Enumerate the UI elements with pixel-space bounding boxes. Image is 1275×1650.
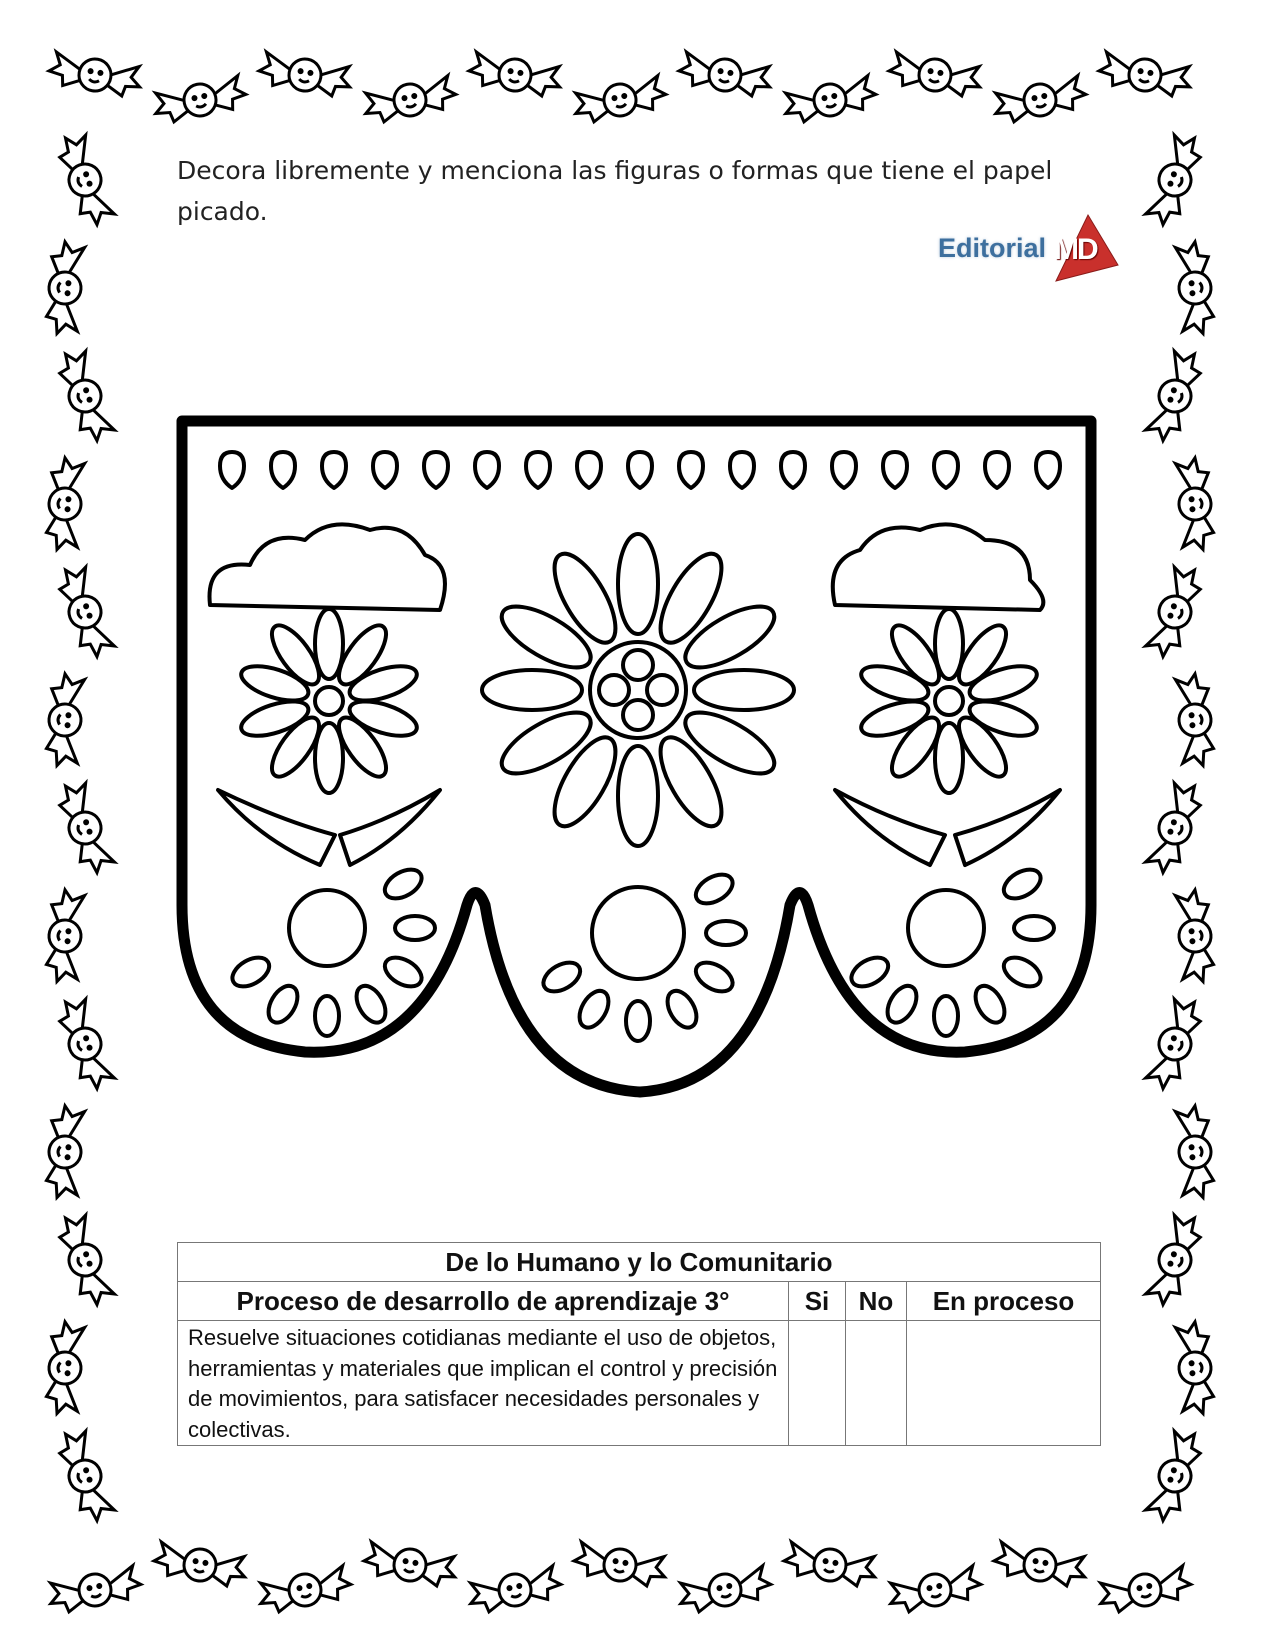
flower-center <box>590 642 686 738</box>
oval-cutout <box>662 986 703 1033</box>
table-row <box>178 1321 1101 1446</box>
petal-cutout <box>649 545 734 652</box>
bat-icon <box>1144 1427 1206 1524</box>
bat-icon <box>54 347 116 444</box>
bat-icon <box>677 51 773 98</box>
logo-mark-text: MD <box>1054 233 1097 266</box>
circle-cutout <box>908 890 984 966</box>
drop-cutout <box>883 452 907 488</box>
petal-cutout <box>346 659 421 707</box>
bat-icon <box>572 75 669 125</box>
petal-cutout <box>346 694 421 742</box>
oval-cutout <box>538 957 585 998</box>
fan-cutout <box>833 524 1044 610</box>
bat-icon <box>887 51 983 98</box>
bat-icon <box>887 1565 984 1615</box>
bat-icon <box>1144 1211 1206 1308</box>
oval-cutout <box>934 996 958 1036</box>
oval-cutout <box>351 981 392 1028</box>
petal-cutout <box>482 670 582 710</box>
drop-cutout <box>220 452 244 488</box>
bat-icon <box>467 1565 564 1615</box>
drop-cutout <box>628 452 652 488</box>
circle-cutout <box>647 675 677 705</box>
petal-cutout <box>676 701 783 786</box>
cell-no[interactable] <box>846 1321 907 1446</box>
header-no: No <box>846 1282 907 1321</box>
bat-icon <box>152 75 249 125</box>
header-en-proceso: En proceso <box>907 1282 1101 1321</box>
petal-cutout <box>237 659 312 707</box>
drop-cutout <box>1036 452 1060 488</box>
petal-cutout <box>237 694 312 742</box>
center-flower <box>482 534 794 846</box>
drop-cutout <box>526 452 550 488</box>
logo-text: Editorial <box>938 232 1047 263</box>
table-title: De lo Humano y lo Comunitario <box>178 1243 1101 1282</box>
circle-cutout <box>623 650 653 680</box>
bat-icon <box>45 241 85 335</box>
drop-cutout <box>781 452 805 488</box>
oval-cutout <box>846 952 893 993</box>
petal-cutout <box>649 728 734 835</box>
bat-icon <box>1144 779 1206 876</box>
flower-center <box>935 687 963 715</box>
drop-cutout <box>832 452 856 488</box>
papel-picado-outline <box>182 421 1091 1092</box>
petal-cutout <box>618 534 658 634</box>
right-flower <box>857 609 1041 793</box>
cell-en-proceso[interactable] <box>907 1321 1101 1446</box>
wing-cutout <box>218 790 335 865</box>
petal-cutout <box>543 728 628 835</box>
bat-icon <box>782 75 879 125</box>
circle-cutout <box>592 887 684 979</box>
petal-cutout <box>493 701 600 786</box>
oval-cutout <box>882 981 923 1028</box>
drop-cutout <box>373 452 397 488</box>
papel-picado-drawing <box>182 421 1091 1092</box>
petal-cutout <box>694 670 794 710</box>
bat-icon <box>572 1541 668 1588</box>
cell-si[interactable] <box>789 1321 846 1446</box>
wing-cutout <box>955 790 1060 865</box>
bat-icon <box>1097 51 1193 98</box>
drop-cutout <box>985 452 1009 488</box>
bat-icon <box>54 779 116 876</box>
bat-icon <box>45 457 85 551</box>
bat-icon <box>1175 673 1215 767</box>
bat-icon <box>992 75 1089 125</box>
drop-cutout <box>730 452 754 488</box>
circle-cutout <box>623 700 653 730</box>
oval-cutout <box>999 864 1046 905</box>
evaluation-table <box>177 1242 1101 1446</box>
bat-icon <box>1144 347 1206 444</box>
bat-icon <box>45 889 85 983</box>
flower-center <box>315 687 343 715</box>
drop-cutout <box>322 452 346 488</box>
oval-cutout <box>970 981 1011 1028</box>
editorial-md-logo <box>938 218 1120 278</box>
bat-icon <box>257 51 353 98</box>
bat-icon <box>54 995 116 1092</box>
instruction-text: Decora libremente y menciona las figuras o formas que tiene el papel picado. <box>177 156 1053 226</box>
petal-cutout <box>857 659 932 707</box>
logo-triangle-icon <box>1048 213 1120 283</box>
bat-icon <box>54 1211 116 1308</box>
bat-icon <box>1097 1565 1194 1615</box>
oval-cutout <box>999 952 1046 993</box>
oval-cutout <box>691 957 738 998</box>
bat-icon <box>1144 563 1206 660</box>
oval-cutout <box>263 981 304 1028</box>
left-flower <box>237 609 421 793</box>
drop-cutout <box>475 452 499 488</box>
bat-icon <box>1175 889 1215 983</box>
header-si: Si <box>789 1282 846 1321</box>
petal-cutout <box>493 595 600 680</box>
bat-icon <box>54 563 116 660</box>
petal-cutout <box>618 746 658 846</box>
bat-icon <box>677 1565 774 1615</box>
bat-icon <box>467 51 563 98</box>
oval-cutout <box>380 864 427 905</box>
bat-icon <box>1175 241 1215 335</box>
bat-icon <box>45 1105 85 1199</box>
bat-icon <box>782 1541 878 1588</box>
row-description: Resuelve situaciones cotidianas mediante el uso de objetos, herramientas y materiales que implican el control y precisión de movimientos, para satisfacer necesidades personales y colectivas. <box>178 1321 789 1446</box>
petal-cutout <box>966 659 1041 707</box>
bat-icon <box>152 1541 248 1588</box>
petal-cutout <box>676 595 783 680</box>
oval-cutout <box>227 952 274 993</box>
drop-cutout <box>424 452 448 488</box>
bat-icon <box>1175 457 1215 551</box>
circle-cutout <box>599 675 629 705</box>
bat-icon <box>992 1541 1088 1588</box>
bat-icon <box>1175 1321 1215 1415</box>
wing-cutout <box>340 790 440 865</box>
oval-cutout <box>315 996 339 1036</box>
oval-cutout <box>574 986 615 1033</box>
wing-cutout <box>835 790 945 865</box>
drop-cutout <box>577 452 601 488</box>
bat-icon <box>45 673 85 767</box>
oval-cutout <box>691 869 738 910</box>
bat-icon <box>47 51 143 98</box>
bat-icon <box>257 1565 354 1615</box>
bat-icon <box>54 1427 116 1524</box>
bat-icon <box>1175 1105 1215 1199</box>
oval-cutout <box>706 921 746 945</box>
drop-cutout <box>679 452 703 488</box>
petal-cutout <box>966 694 1041 742</box>
bat-icon <box>362 75 459 125</box>
oval-cutout <box>626 1001 650 1041</box>
bat-icon <box>45 1321 85 1415</box>
oval-cutout <box>1014 916 1054 940</box>
bat-icon <box>362 1541 458 1588</box>
oval-cutout <box>395 916 435 940</box>
bat-icon <box>47 1565 144 1615</box>
circle-cutout <box>289 890 365 966</box>
header-proceso: Proceso de desarrollo de aprendizaje 3° <box>178 1282 789 1321</box>
oval-cutout <box>380 952 427 993</box>
drop-cutout <box>271 452 295 488</box>
drop-cutout <box>934 452 958 488</box>
bat-icon <box>54 131 116 228</box>
bat-icon <box>1144 995 1206 1092</box>
petal-cutout <box>857 694 932 742</box>
petal-cutout <box>543 545 628 652</box>
fan-cutout <box>210 524 446 610</box>
bat-icon <box>1144 131 1206 228</box>
